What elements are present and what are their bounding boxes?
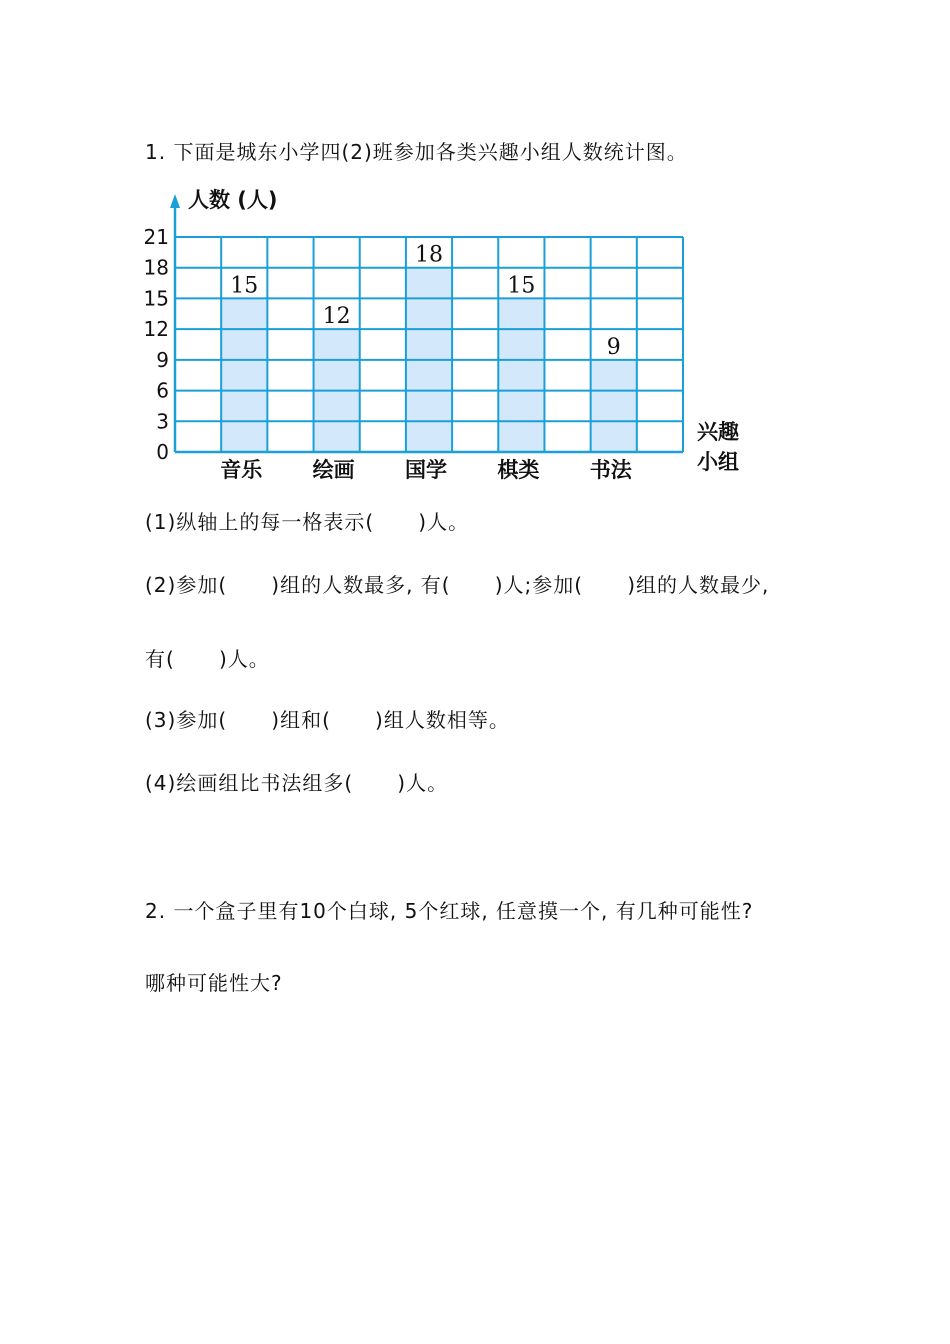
y-tick-label: 0 [156,440,169,464]
question-1-title: 1. 下面是城东小学四(2)班参加各类兴趣小组人数统计图。 [145,140,688,164]
x-axis-title-line-1: 兴趣 [697,420,739,444]
bar-value-label: 15 [507,273,536,299]
bar-1 [221,298,267,452]
category-label: 国学 [405,458,447,482]
question-1-part-1: (1)纵轴上的每一格表示( )人。 [145,510,470,534]
y-tick-label: 12 [143,317,169,342]
bar-value-label: 18 [415,242,443,268]
bar-4 [498,298,544,452]
y-tick-label: 9 [156,347,169,372]
bar-chart [130,180,770,490]
question-1-part-2: (2)参加( )组的人数最多, 有( )人;参加( )组的人数最少, [145,573,770,597]
bar-value-label: 15 [230,273,259,299]
question-2-line-2: 哪种可能性大? [145,971,283,995]
category-label: 绘画 [312,458,355,482]
category-label: 书法 [589,458,632,482]
question-1-part-2-continued: 有( )人。 [145,647,270,671]
category-label: 棋类 [497,458,540,482]
bar-5 [591,360,637,452]
y-tick-label: 21 [143,225,169,249]
question-2-line-1: 2. 一个盒子里有10个白球, 5个红球, 任意摸一个, 有几种可能性? [145,899,754,923]
x-axis-title-line-2: 小组 [697,450,739,474]
bar-value-label: 12 [322,304,351,330]
y-tick-label: 3 [156,409,169,434]
y-tick-label: 6 [156,378,169,403]
bar-value-label: 9 [606,334,621,360]
question-1-part-3: (3)参加( )组和( )组人数相等。 [145,708,510,732]
y-tick-label: 18 [143,255,169,280]
y-axis-arrow [170,194,180,208]
y-axis-title: 人数 (人) [188,188,278,212]
category-label: 音乐 [220,458,263,482]
question-1-part-4: (4)绘画组比书法组多( )人。 [145,771,449,795]
y-tick-label: 15 [143,286,169,311]
